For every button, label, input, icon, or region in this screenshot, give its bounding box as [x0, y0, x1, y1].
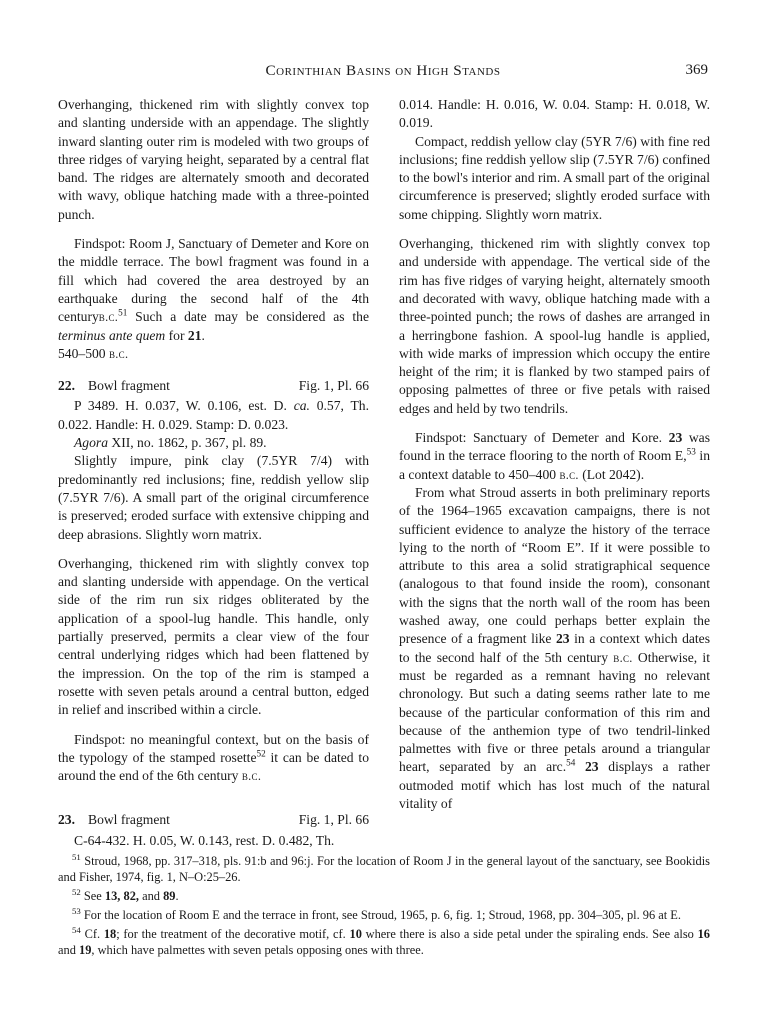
findspot-22-era: b.c. — [241, 769, 262, 784]
page-number: 369 — [685, 62, 708, 78]
catalog-entry-23-number: 23. — [58, 812, 75, 828]
footnote-52-marker: 52 — [72, 887, 81, 898]
footnote-54-ref-1: 18 — [103, 927, 117, 941]
catalog-entry-22-name: Bowl fragment — [88, 378, 170, 394]
footnote-51 — [58, 853, 710, 886]
catalog-entry-22-bibliography — [58, 434, 369, 452]
paragraph-measurements-cont: 0.014. Handle: H. 0.016, W. 0.04. Stamp: H. 0.018, W. 0.019. — [399, 97, 710, 131]
footnote-53-marker: 53 — [72, 906, 81, 916]
footnotes-block — [58, 853, 710, 961]
findspot-23-lot: (Lot 2042). — [578, 466, 645, 482]
right-column — [399, 96, 710, 850]
footnote-54-text-d: and — [58, 943, 79, 958]
findspot-23-lead: Findspot: Sanctuary of Demeter and Kore. — [415, 430, 669, 446]
footnote-52 — [58, 888, 710, 904]
paragraph-findspot-21 — [58, 235, 369, 345]
catalog-entry-22-measurements — [58, 397, 369, 434]
catalog-entry-23-header — [58, 811, 369, 829]
measurements-text-a: P 3489. H. 0.037, W. 0.106, est. D. — [74, 398, 294, 414]
paragraph-rim-description: Overhanging, thickened rim with slightly convex top and slanting underside with an appendage. The slightly inward slanting outer rim is modeled with two groups of three ridges of varying height, separated by a central flat band. The ridges are alternately smooth and decorated with wavy, oblique hatching made with a three-pointed punch. — [58, 97, 369, 222]
footnote-marker-51: 51 — [118, 307, 128, 318]
running-head — [0, 62, 766, 80]
body-columns — [58, 96, 710, 850]
running-head-title: Corinthian Basins on High Stands — [265, 62, 501, 79]
discussion-text-d: displays a rather outmoded motif which has lost much of the natural vitality of — [399, 759, 710, 811]
catalog-entry-23 — [58, 811, 369, 829]
catalog-entry-22-figref: Fig. 1, Pl. 66 — [298, 378, 369, 394]
latin-phrase: terminus ante quem — [58, 327, 166, 343]
paragraph-fabric-23: Compact, reddish yellow clay (5YR 7/6) with fine red inclusions; fine reddish yellow slip (7.5YR 7/6) confined to the bowl's interior and rim. A small part of the original circumference is preserved; slightly eroded surface with some chipping. Slightly worn matrix. — [399, 133, 710, 222]
dateline-21 — [58, 345, 369, 363]
catalog-entry-22 — [58, 377, 369, 395]
footnote-52-ref-1: 13, 82, — [104, 889, 139, 904]
footnote-53-text: For the location of Room E and the terrace in front, see Stroud, 1965, p. 6, fig. 1; Stroud, 1968, pp. 304–305, pl. 96 at E. — [83, 908, 681, 923]
paragraph-rim-description-22: Overhanging, thickened rim with slightly convex top and slanting underside with appendage. On the vertical side of the rim run six ridges obliterated by the application of a spool-lug handle. This handle, only partially preserved, permits a clear view of the four central underlying ridges which had been flattened by the impression. On the top of the rim is stamped a rosette with seven petals around a central button, edged in relief and inscribed within a circle. — [58, 555, 369, 718]
findspot-23-mid2: in a context datable to 450–400 — [399, 448, 710, 482]
findspot-21-mid: Such a date may be considered as the — [127, 309, 369, 325]
catalog-entry-23-figref: Fig. 1, Pl. 66 — [298, 812, 369, 828]
findspot-21-lead: Findspot: Room J, Sanctuary of Demeter and Kore on the middle terrace. The bowl fragment was found in a fill which had covered the area destroyed by an earthquake during the second half of the 4th century — [58, 236, 369, 325]
footnote-54-text-b: ; for the treatment of the decorative motif, cf. — [116, 927, 350, 941]
catalog-ref-23c: 23 — [575, 759, 599, 775]
bibliography-detail: XII, no. 1862, p. 367, pl. 89. — [107, 435, 267, 451]
findspot-22-lead: Findspot: no meaningful context, but on the basis of the typology of the stamped rosette — [58, 731, 369, 765]
discussion-text-c: Otherwise, it must be regarded as a remnant having no relevant chronology. But such a dating seems rather late to me because of the particular conformation of this rim and because of the anthemion type of two tendril-linked palmettes with five or three petals around a triangular heart, separated by an arc. — [399, 649, 710, 775]
footnote-marker-54: 54 — [566, 757, 576, 768]
catalog-entry-22-number: 22. — [58, 378, 75, 394]
paragraph-rim-description-23: Overhanging, thickened rim with slightly convex top and underside with appendage. The vertical side of the rim has five ridges of varying height, alternately smooth and decorated with wavy, oblique hatching made with a three-pointed punch; the rows of dashes are arranged in a herringbone fashion. A spool-lug handle is applied, with wide marks of impression which occupy the entire height of the rim; it is flanked by two stamped pairs of opposing palmettes of three or five petals with raised edges and held by two tendrils. — [399, 236, 710, 416]
paragraph-findspot-23 — [399, 429, 710, 484]
era-abbrev: b.c. — [98, 310, 119, 325]
footnote-52-text-a: See — [83, 889, 105, 904]
dateline-range: 540–500 — [58, 345, 106, 361]
findspot-23-mid: was found in the terrace flooring to the north of Room E, — [399, 430, 710, 464]
footnote-52-ref-2: 89 — [163, 889, 176, 904]
paragraph-discussion — [399, 484, 710, 813]
measurements-circa: ca. — [293, 398, 310, 414]
bibliography-title: Agora — [74, 435, 108, 451]
footnote-marker-53: 53 — [686, 446, 696, 457]
footnote-54-ref-4: 19 — [79, 943, 92, 958]
footnote-54-marker: 54 — [72, 924, 81, 935]
dateline-era: b.c. — [108, 346, 129, 361]
findspot-22-mid: it can be dated to around the end of the 6th century — [58, 749, 369, 784]
catalog-entry-22-fabric: Slightly impure, pink clay (7.5YR 7/4) with predominantly red inclusions; fine, reddish yellow slip (7.5YR 7/6). A small part of the original circumference is preserved; eroded surface with extensive chipping and deep abrasions. Slightly worn matrix. — [58, 453, 369, 542]
footnote-51-marker: 51 — [72, 851, 81, 862]
footnote-52-text-b: and — [138, 889, 164, 904]
footnote-54-text-c: where there is also a side petal under the spiraling ends. See also — [361, 927, 698, 941]
findspot-21-end: . — [201, 327, 205, 343]
catalog-entry-23-name: Bowl fragment — [88, 812, 170, 828]
footnote-54-text-a: Cf. — [84, 927, 104, 941]
footnote-54-ref-3: 16 — [697, 927, 710, 941]
footnote-53 — [58, 907, 710, 923]
footnote-54-text-e: , which have palmettes with seven petals opposing ones with three. — [91, 943, 424, 958]
footnote-52-text-c: . — [175, 889, 179, 904]
catalog-ref-23b: 23 — [556, 631, 570, 647]
paragraph-findspot-22 — [58, 731, 369, 786]
findspot-23-era: b.c. — [559, 467, 579, 482]
findspot-21-mid2: for — [165, 327, 188, 343]
footnote-marker-52: 52 — [256, 748, 266, 759]
discussion-text-a: From what Stroud asserts in both preliminary reports of the 1964–1965 excavation campaigns, there is not sufficient evidence to analyze the history of the terrace lying to the north of “Room E”. If it were possible to attribute to this area a solid stratigraphical sequence (analogous to that found inside the room), consonant with the signs that the north wall of the room has been washed away, one could perhaps better explain the presence of a fragment like — [399, 484, 710, 647]
catalog-ref-21: 21 — [187, 327, 202, 343]
catalog-entry-23-measurements: C-64-432. H. 0.05, W. 0.143, rest. D. 0.482, Th. — [74, 832, 335, 848]
footnote-54-ref-2: 10 — [349, 927, 362, 941]
catalog-entry-22-header — [58, 377, 369, 395]
catalog-ref-23a: 23 — [668, 430, 683, 446]
footnote-51-text: Stroud, 1968, pp. 317–318, pls. 91:b and 96:j. For the location of Room J in the general layout of the sanctuary, see Bookidis and Fisher, 1974, fig. 1, N–O:25–26. — [58, 854, 710, 885]
discussion-text-b: in a context which dates to the second half of the 5th century — [399, 631, 711, 665]
footnote-54 — [58, 926, 710, 959]
discussion-era: b.c. — [613, 650, 633, 665]
left-column — [58, 96, 369, 850]
measurements-text-b: 0.57, Th. 0.022. Handle: H. 0.029. Stamp: D. 0.023. — [58, 398, 369, 432]
